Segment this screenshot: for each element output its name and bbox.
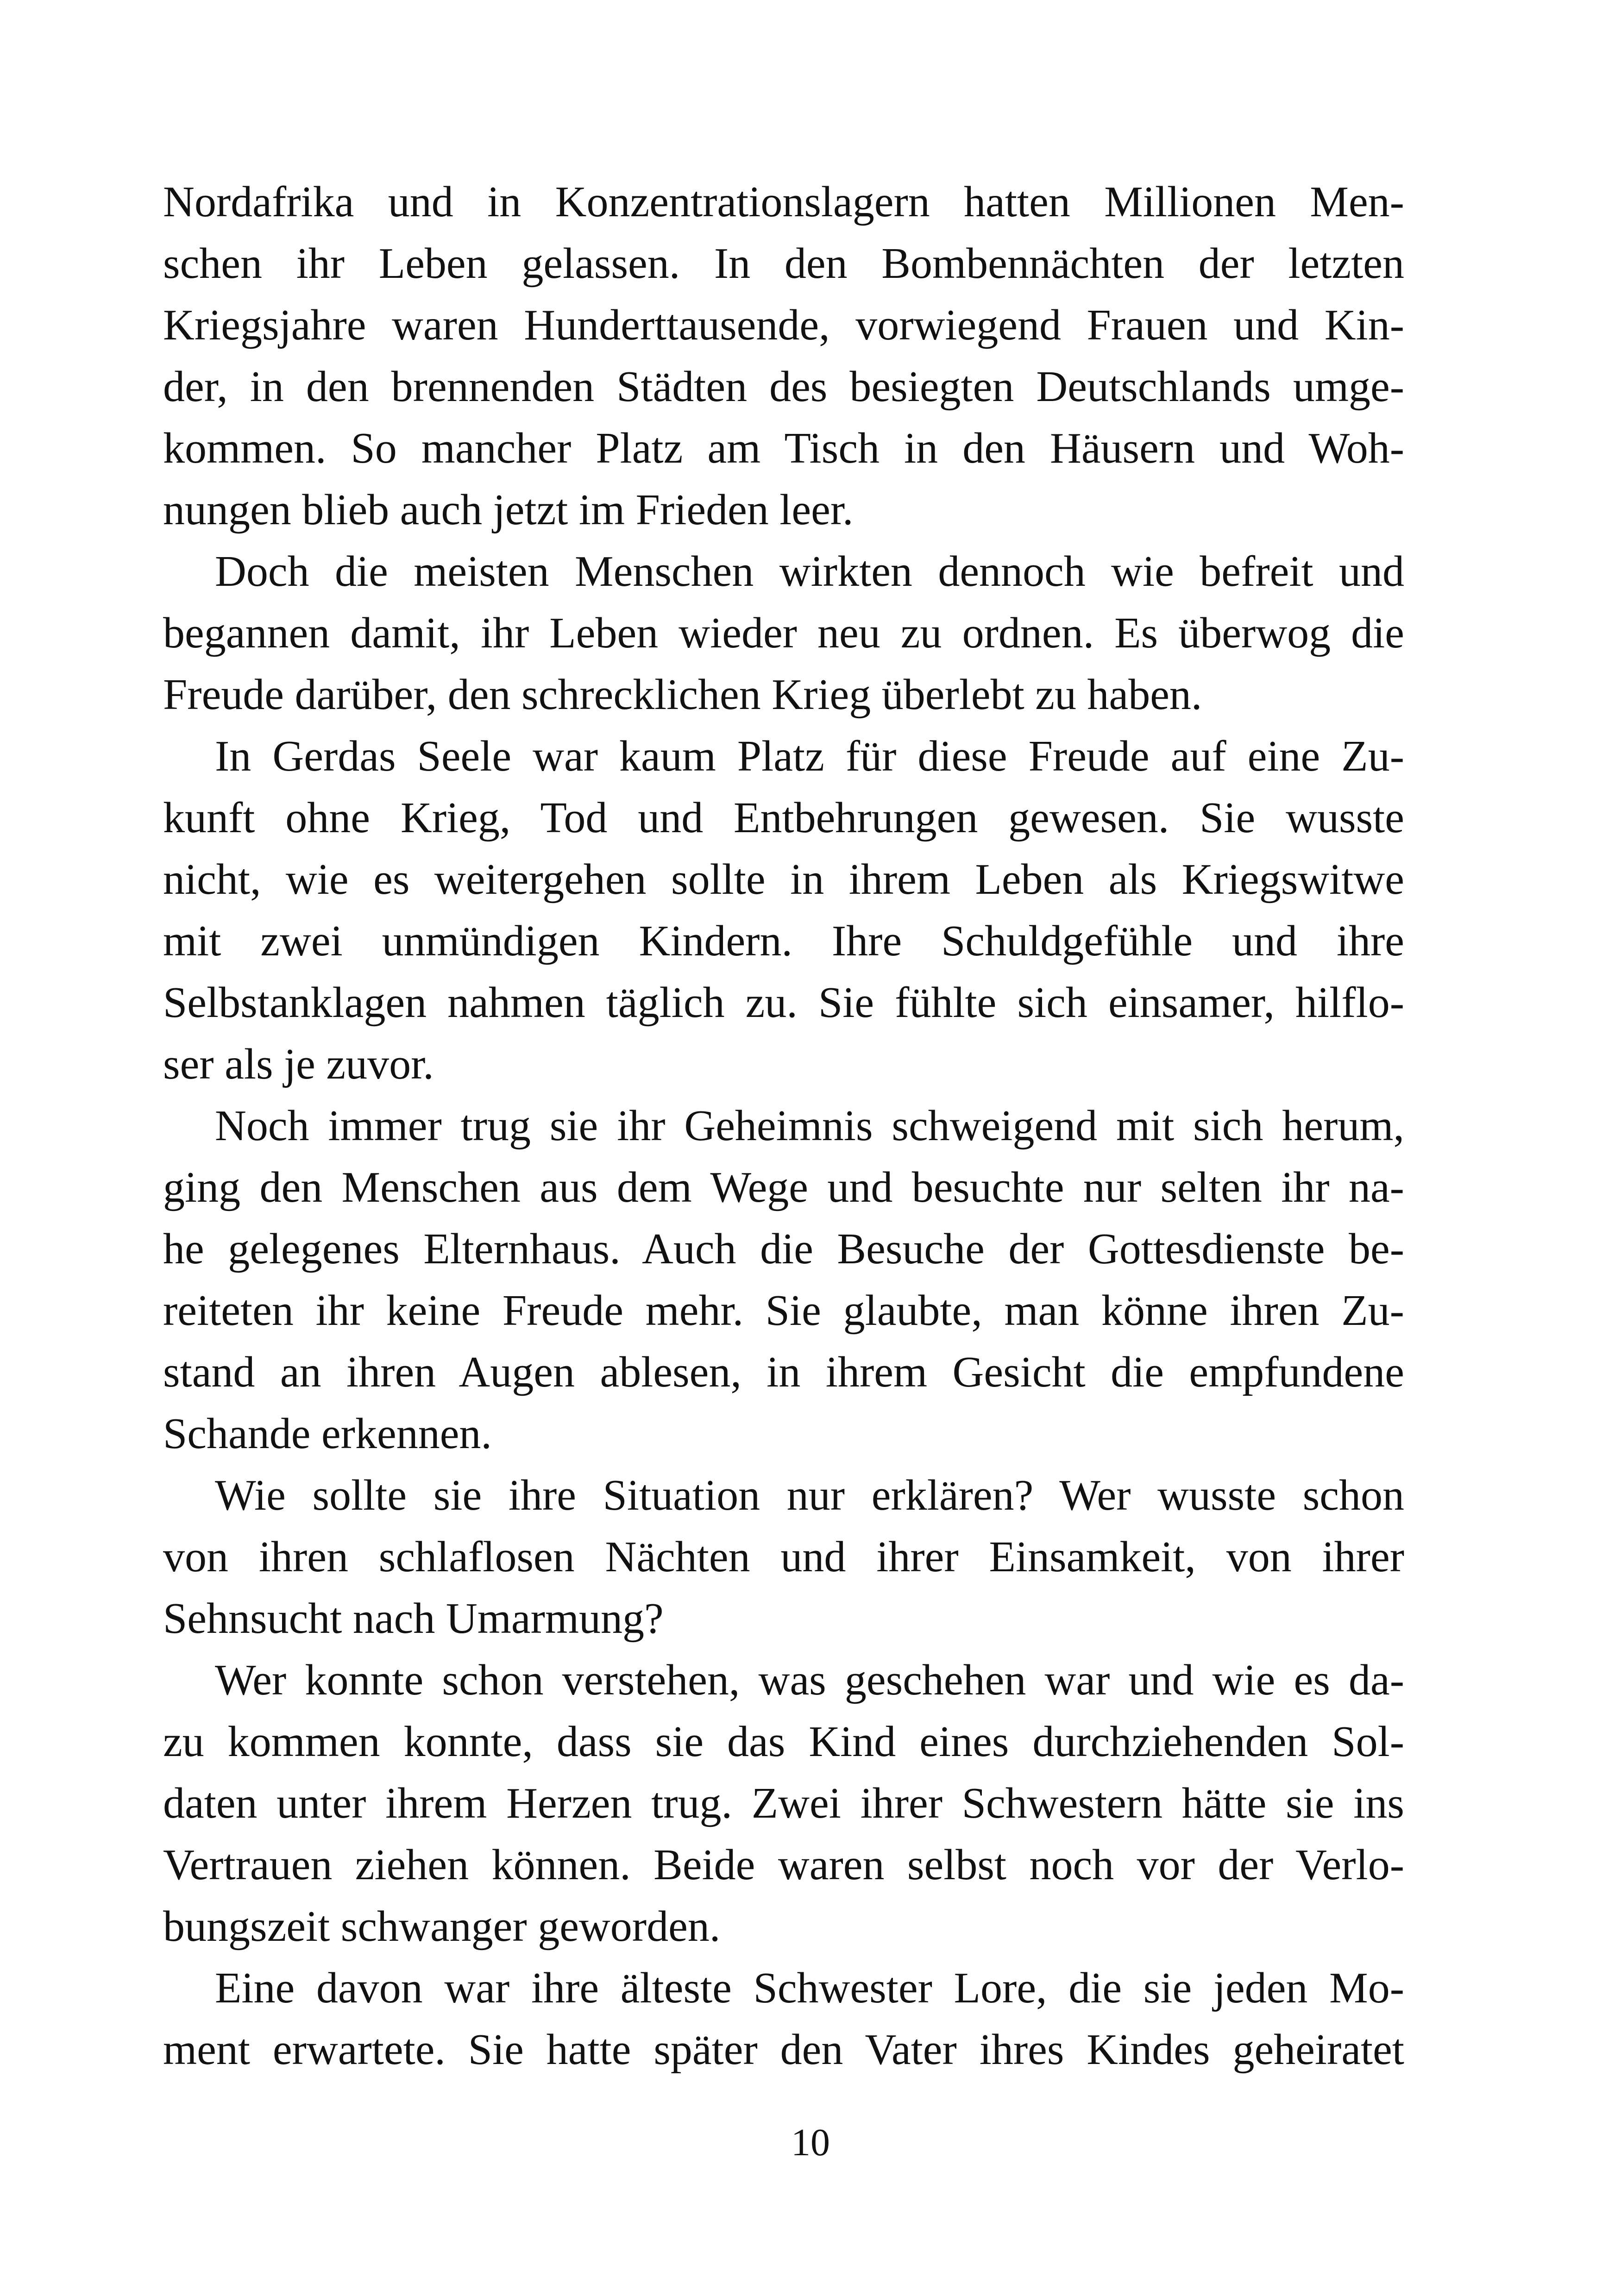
text-line: Wer konnte schon verstehen, was geschehen war und wie es da- (215, 1656, 1404, 1704)
page-number: 10 (791, 2121, 830, 2164)
text-line: Wie sollte sie ihre Situation nur erklären? Wer wusste schon (215, 1471, 1404, 1519)
text-line: Doch die meisten Menschen wirkten dennoch wie befreit und (215, 547, 1404, 596)
text-line: Sehnsucht nach Umarmung? (163, 1594, 664, 1643)
text-line: Nordafrika und in Konzentrationslagern hatten Millionen Men- (163, 178, 1404, 226)
text-line: ser als je zuvor. (163, 1040, 434, 1088)
text-line: nungen blieb auch jetzt im Frieden leer. (163, 486, 854, 534)
text-line: kunft ohne Krieg, Tod und Entbehrungen gewesen. Sie wusste (163, 794, 1404, 842)
text-line: der, in den brennenden Städten des besiegten Deutschlands umge- (163, 363, 1404, 411)
text-line: begannen damit, ihr Leben wieder neu zu ordnen. Es überwog die (163, 609, 1404, 657)
text-line: von ihren schlaflosen Nächten und ihrer Einsamkeit, von ihrer (163, 1533, 1404, 1581)
text-line: In Gerdas Seele war kaum Platz für diese Freude auf eine Zu- (215, 732, 1404, 780)
text-line: Eine davon war ihre älteste Schwester Lore, die sie jeden Mo- (215, 1964, 1404, 2012)
text-line: Vertrauen ziehen können. Beide waren selbst noch vor der Verlo- (163, 1841, 1404, 1889)
text-line: zu kommen konnte, dass sie das Kind eines durchziehenden Sol- (163, 1718, 1404, 1766)
text-line: bungszeit schwanger geworden. (163, 1902, 721, 1951)
text-line: Selbstanklagen nahmen täglich zu. Sie fühlte sich einsamer, hilflo- (163, 979, 1404, 1027)
text-line: nicht, wie es weitergehen sollte in ihrem Leben als Kriegswitwe (163, 855, 1404, 903)
text-line: Freude darüber, den schrecklichen Krieg überlebt zu haben. (163, 671, 1202, 719)
text-line: ment erwartete. Sie hatte später den Vater ihres Kindes geheiratet (163, 2026, 1404, 2074)
text-line: he gelegenes Elternhaus. Auch die Besuche der Gottesdienste be- (163, 1225, 1404, 1273)
text-line: schen ihr Leben gelassen. In den Bombennächten der letzten (163, 239, 1404, 288)
text-line: Kriegsjahre waren Hunderttausende, vorwiegend Frauen und Kin- (163, 301, 1404, 349)
text-line: mit zwei unmündigen Kindern. Ihre Schuldgefühle und ihre (163, 917, 1404, 965)
text-line: ging den Menschen aus dem Wege und besuchte nur selten ihr na- (163, 1163, 1404, 1211)
text-line: Noch immer trug sie ihr Geheimnis schweigend mit sich herum, (215, 1102, 1404, 1150)
text-line: kommen. So mancher Platz am Tisch in den Häusern und Woh- (163, 424, 1404, 472)
text-line: reiteten ihr keine Freude mehr. Sie glaubte, man könne ihren Zu- (163, 1286, 1404, 1335)
text-line: Schande erkennen. (163, 1410, 492, 1458)
text-line: daten unter ihrem Herzen trug. Zwei ihrer Schwestern hätte sie ins (163, 1779, 1404, 1827)
text-line: stand an ihren Augen ablesen, in ihrem Gesicht die empfundene (163, 1348, 1404, 1396)
